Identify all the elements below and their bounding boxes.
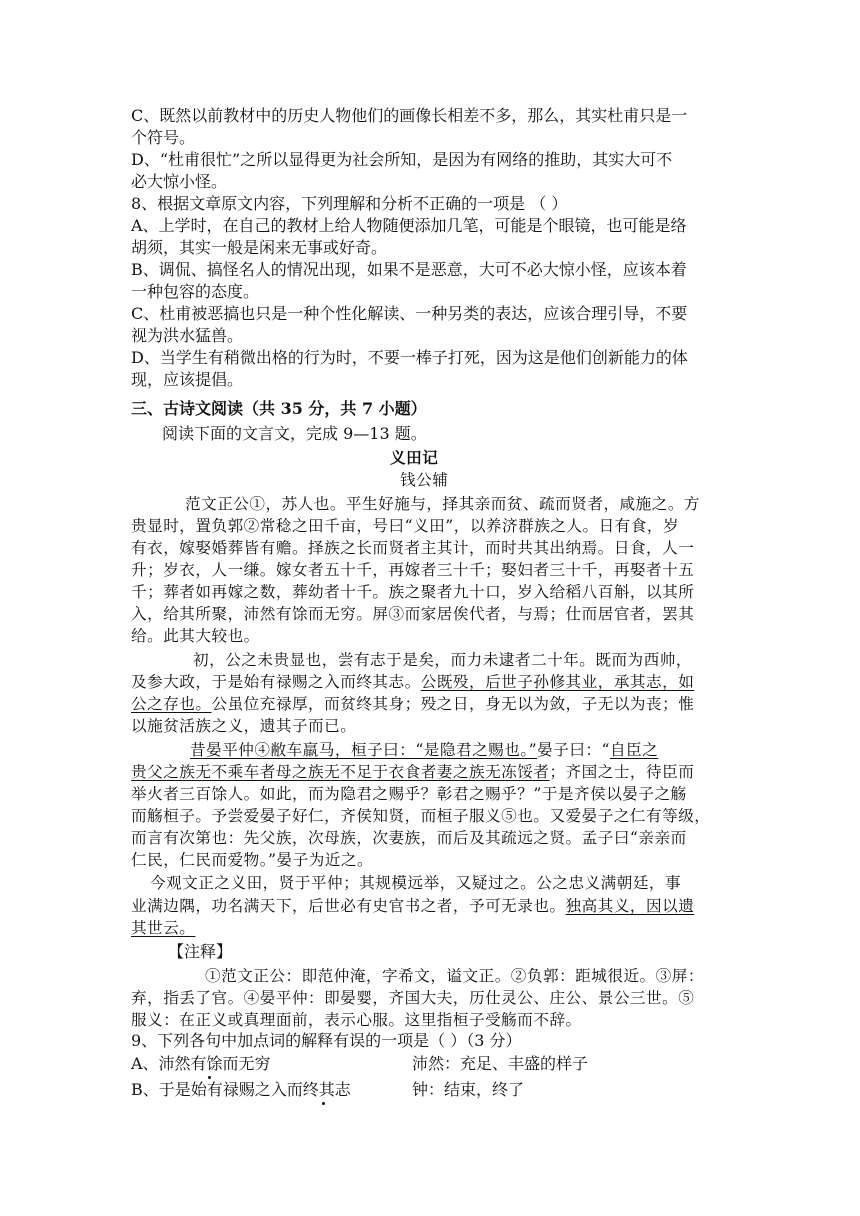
p1-line-6: 入，给其所聚，沛然有馀而无穷。屏③而家居俟代者，与焉；仕而居官者，罢其 — [131, 605, 695, 623]
option-d-line-2: 必大惊小怪。 — [131, 172, 228, 191]
q8-option-a-line-2: 胡须，其实一般是闲来无事或好奇。 — [131, 238, 388, 257]
option-c-line-1: C、既然以前教材中的历史人物他们的画像长相差不多，那么，其实杜甫只是一 — [131, 106, 688, 125]
q8-option-c-line-1: C、杜甫被恶搞也只是一种个性化解读、一种另类的表达，应该合理引导，不要 — [131, 304, 688, 323]
p3-line-2 — [131, 762, 694, 782]
q8-option-a-line-1: A、上学时，在自己的教材上给人物随便添加几笔，可能是个眼镜，也可能是络 — [131, 216, 687, 235]
p2-underlined-sentence-part-1: 公既殁，后世子孙修其业，承其志，如 — [420, 673, 695, 691]
emphasis-dot — [208, 1076, 211, 1079]
p4-underlined-sentence-part-1: 独高其义，因以遗 — [565, 897, 695, 915]
p4-line-2 — [131, 896, 694, 916]
p1-line-7: 给。此其大较也。 — [131, 627, 260, 645]
p3-line-1 — [190, 740, 658, 760]
p2-underlined-sentence-part-2: 公之存也。 — [131, 695, 212, 713]
p4-line-1: 今观文正之义田，贤于平仲；其规模远举，又疑过之。公之忠义满朝廷，事 — [150, 874, 682, 892]
p3-line-3: 举火者三百馀人。如此，而为隐君之赐乎？彰君之赐乎？”于是齐侯以晏子之觞 — [131, 785, 687, 803]
q8-option-d-line-1: D、当学生有稍微出格的行为时，不要一棒子打死，因为这是他们创新能力的体 — [131, 348, 688, 367]
q9-option-a-gloss: 沛然：充足、丰盛的样子 — [412, 1054, 589, 1073]
essay-author: 钱公辅 — [400, 471, 449, 489]
q9-option-b-gloss: 钟：结束，终了 — [412, 1080, 525, 1099]
q8-option-c-line-2: 视为洪水猛兽。 — [131, 326, 244, 345]
q9-option-b-sentence: B、于是始有禄赐之入而终其志 — [131, 1080, 351, 1099]
p1-line-1: 范文正公①，苏人也。平生好施与，择其亲而贫、疏而贤者，咸施之。方 — [185, 495, 701, 513]
p3-underlined-quote: 昔晏平仲④敝车羸马，桓子曰：“是隐君之赐也。” — [190, 741, 538, 759]
p1-line-2: 贵显时，置负郭②常稔之田千亩，号曰“义田”，以养济群族之人。日有食，岁 — [131, 517, 680, 535]
notes-title: 【注释】 — [168, 942, 233, 961]
p3-line-4: 而觞桓子。予尝爱晏子好仁，齐侯知贤，而桓子服义⑤也。又爱晏子之仁有等级， — [131, 807, 711, 825]
q8-option-b-line-1: B、调侃、搞怪名人的情况出现，如果不是恶意，大可不必大惊小怪，应该本着 — [131, 260, 687, 279]
p1-line-5: 千；葬者如再嫁之数，葬幼者十千。族之聚者九十口，岁入给稻八百斛，以其所 — [131, 583, 695, 601]
p2-line-2 — [131, 672, 694, 692]
p3-underlined-answer-part-1: 自臣之 — [609, 741, 659, 759]
p3-line-1-text: 晏子曰：“ — [537, 741, 610, 759]
p1-line-3: 有衣，嫁娶婚葬皆有赡。择族之长而贤者主其计，而时共其出纳焉。日食，人一 — [131, 539, 695, 557]
p3-line-2-text: ；齐国之士，待臣而 — [549, 763, 695, 781]
reading-instruction: 阅读下面的文言文，完成 9—13 题。 — [162, 424, 427, 443]
question-8-stem: 8、根据文章原文内容，下列理解和分析不正确的一项是 （ ） — [131, 194, 568, 213]
emphasis-dot — [322, 1102, 325, 1105]
p2-line-3 — [131, 694, 694, 714]
p2-line-4: 以施贫活族之义，遗其子而已。 — [131, 717, 357, 735]
note-line-3: 服义：在正义或真理面前，表示心服。这里指桓子受觞而不辞。 — [131, 1011, 582, 1029]
p2-line-2-text: 及参大政，于是始有禄赐之入而终其志。 — [131, 673, 421, 691]
note-line-2: 弃，指丢了官。④晏平仲：即晏婴，齐国大夫，历仕灵公、庄公、景公三世。⑤ — [131, 989, 695, 1007]
section-3-title: 三、古诗文阅读（共 35 分，共 7 小题） — [131, 399, 427, 418]
option-d-line-1: D、“杜甫很忙”之所以显得更为社会所知，是因为有网络的推助，其实大可不 — [131, 150, 673, 169]
option-c-line-2: 个符号。 — [131, 128, 196, 147]
p3-line-6: 仁民，仁民而爱物。”晏子为近之。 — [131, 851, 374, 869]
note-line-1: ①范文正公：即范仲淹，字希文，谥文正。②负郭：距城很近。③屏： — [205, 967, 704, 985]
p2-line-3-text: 公虽位充禄厚，而贫终其身；殁之日，身无以为敛，子无以为丧；惟 — [211, 695, 695, 713]
essay-title: 义田记 — [390, 448, 439, 467]
q8-option-d-line-2: 现，应该提倡。 — [131, 370, 244, 389]
p4-line-3 — [131, 918, 195, 938]
p4-underlined-sentence-part-2: 其世云。 — [131, 919, 196, 937]
question-9-stem: 9、下列各句中加点词的解释有误的一项是（ ）（3 分） — [131, 1031, 522, 1050]
q9-option-a-sentence: A、沛然有馀而无穷 — [131, 1054, 271, 1073]
p4-line-2-text: 业满边隅，功名满天下，后世必有史官书之者，予可无录也。 — [131, 897, 566, 915]
p2-line-1: 初，公之未贵显也，尝有志于是矣，而力未逮者二十年。既而为西帅， — [193, 651, 692, 669]
p3-line-5: 而言有次第也：先父族，次母族，次妻族，而后及其疏远之贤。孟子曰“亲亲而 — [131, 829, 687, 847]
p3-underlined-answer-part-2: 贵父之族无不乘车者母之族无不足于衣食者妻之族无冻馁者 — [131, 763, 550, 781]
q8-option-b-line-2: 一种包容的态度。 — [131, 282, 260, 301]
p1-line-4: 升；岁衣，人一缣。嫁女者五十千，再嫁者三十千；娶妇者三十千，再娶者十五 — [131, 561, 695, 579]
